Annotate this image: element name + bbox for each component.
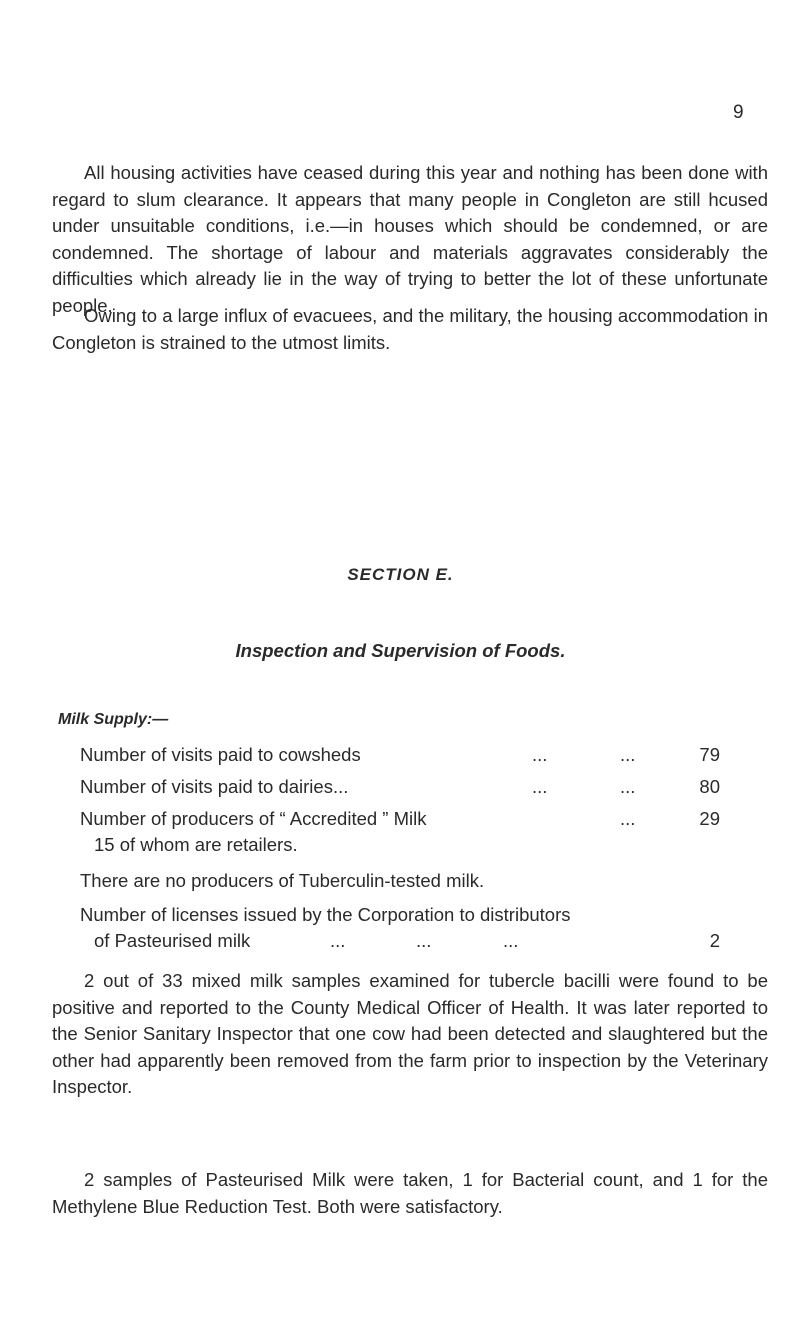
leader-dots: ... — [532, 744, 548, 765]
leader-dots: ... — [620, 776, 636, 797]
entry-continuation-row — [80, 928, 720, 954]
leader-dots: ... — [503, 930, 519, 951]
entry-label: Number of visits paid to cowsheds — [80, 744, 361, 765]
milk-samples-paragraph: 2 out of 33 mixed milk samples examined for tubercle bacilli were found to be positive and reported to the County Medical Officer of Health. It was later reported to the Senior Sanitary Inspector that one cow had been detected and slaughtered but the other had apparently been removed from the farm prior to inspection by the Veterinary Inspector. — [52, 970, 768, 1097]
section-subtitle: Inspection and Supervision of Foods. — [235, 640, 566, 661]
leader-dots: ... — [330, 930, 346, 951]
list-item-cowsheds — [80, 742, 720, 768]
entry-value: 2 — [709, 930, 720, 951]
accommodation-paragraph: Owing to a large influx of evacuees, and the military, the housing accommodation in Congleton is strained to the utmost limits. — [52, 305, 768, 353]
housing-paragraph: All housing activities have ceased during this year and nothing has been done with regard to slum clearance. It appears that many people in Congleton are still hcused under unsuitable conditions, i.e.—in houses which should be condemned, or are condemned. The shortage of labour and materials aggravates considerably the difficulties which already lie in the way of trying to better the lot of these unfortunate people. — [52, 162, 768, 316]
milk-supply-heading: Milk Supply:— — [58, 711, 169, 728]
list-item-tuberculin — [80, 868, 720, 894]
entry-value: 79 — [699, 744, 720, 765]
leader-dots: ... — [620, 744, 636, 765]
entry-label: Number of licenses issued by the Corporation to distributors — [80, 904, 571, 925]
list-item-accredited-producers — [80, 806, 720, 858]
list-item-licenses — [80, 902, 720, 954]
entry-value: 29 — [699, 808, 720, 829]
entry-label: Number of producers of “ Accredited ” Milk — [80, 808, 427, 829]
pasteurised-samples-paragraph: 2 samples of Pasteurised Milk were taken, 1 for Bacterial count, and 1 for the Methylene Blue Reduction Test. Both were satisfactory. — [52, 1169, 768, 1217]
leader-dots: ... — [532, 776, 548, 797]
section-title: SECTION E. — [347, 565, 454, 584]
entry-continuation: 15 of whom are retailers. — [94, 834, 298, 855]
page-number: 9 — [733, 102, 744, 123]
entry-label: Number of visits paid to dairies... — [80, 776, 349, 797]
leader-dots: ... — [416, 930, 432, 951]
leader-dots: ... — [620, 808, 636, 829]
entry-label: There are no producers of Tuberculin-tested milk. — [80, 870, 485, 891]
entry-value: 80 — [699, 776, 720, 797]
list-item-dairies — [80, 774, 720, 800]
entry-continuation: of Pasteurised milk — [94, 930, 251, 951]
